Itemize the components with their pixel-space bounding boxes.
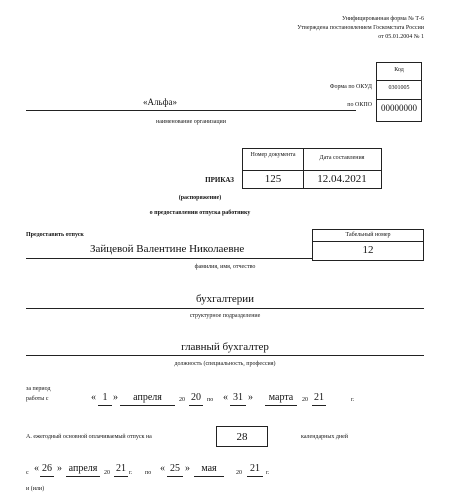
period-from-year-prefix: 20 <box>179 397 185 403</box>
period-label-2: работы с <box>26 396 49 402</box>
doc-number-header: Номер документа <box>250 152 296 158</box>
period-to-year-prefix: 20 <box>302 397 308 403</box>
period-year-suffix: г. <box>351 397 355 403</box>
annual-leave-label: А. ежегодный основной оплачиваемый отпуск на <box>26 434 152 440</box>
period-from-day: 1 <box>102 392 108 403</box>
position-caption: должность (специальность, профессия) <box>174 361 276 367</box>
department-caption: структурное подразделение <box>189 313 261 319</box>
order-purpose: о предоставлении отпуска работнику <box>149 210 251 216</box>
leave-to-year-prefix: 20 <box>236 470 242 476</box>
order-date: 12.04.2021 <box>317 173 367 185</box>
period-from-month-underline <box>120 405 175 406</box>
leave-from-year-underline <box>114 476 128 477</box>
order-subtitle: (распоряжение) <box>178 195 222 201</box>
code-header: Код <box>394 67 404 73</box>
tab-number-value: 12 <box>362 244 374 256</box>
leave-from-month: апреля <box>68 463 98 474</box>
department-underline <box>26 308 424 309</box>
period-from-quote-open: « <box>91 392 96 403</box>
leave-to-quote-open: « <box>160 463 165 474</box>
leave-from-year: 21 <box>116 463 126 474</box>
leave-days-value: 28 <box>236 431 248 443</box>
period-to-word: по <box>207 397 214 403</box>
period-label-1: за период <box>26 386 51 392</box>
tab-number-divider <box>313 241 423 242</box>
form-reference-line1: Унифицированная форма № Т-6 <box>341 16 424 22</box>
codes-divider-2 <box>377 99 421 100</box>
leave-from-year-prefix: 20 <box>104 470 110 476</box>
leave-to-day: 25 <box>170 463 180 474</box>
leave-from-day: 26 <box>42 463 52 474</box>
leave-to-month-underline <box>194 476 224 477</box>
period-from-year: 20 <box>191 392 201 403</box>
leave-from-quote-open: « <box>34 463 39 474</box>
period-from-quote-close: » <box>113 392 118 403</box>
period-from-month: апреля <box>133 392 162 403</box>
employee-name: Зайцевой Валентине Николаевне <box>90 243 245 255</box>
employee-name-underline <box>26 258 312 259</box>
order-title: ПРИКАЗ <box>205 176 234 184</box>
tab-number-table <box>312 229 424 261</box>
leave-to-day-underline <box>167 476 183 477</box>
leave-or-text: и (или) <box>26 486 45 492</box>
okud-value: 0301005 <box>388 85 410 91</box>
form-reference-line2: Утверждена постановлением Госкомстата России <box>297 25 424 31</box>
leave-from-quote-close: » <box>57 463 62 474</box>
period-to-year: 21 <box>314 392 324 403</box>
grant-leave-label: Предоставить отпуск <box>26 232 84 238</box>
leave-from-prefix: с <box>26 470 29 476</box>
period-to-year-underline <box>312 405 326 406</box>
order-number: 125 <box>264 173 282 185</box>
period-to-day-underline <box>230 405 246 406</box>
period-to-day: 31 <box>233 392 243 403</box>
employee-name-caption: фамилия, имя, отчество <box>194 264 256 270</box>
organization-underline <box>26 110 356 111</box>
form-reference-line3: от 05.01.2004 № 1 <box>378 34 424 40</box>
department-value: бухгалтерии <box>195 293 255 305</box>
period-to-quote-close: » <box>248 392 253 403</box>
okud-label: Форма по ОКУД <box>329 84 372 90</box>
okpo-value: 00000000 <box>381 103 417 113</box>
position-value: главный бухгалтер <box>181 341 269 353</box>
period-to-month: марта <box>268 392 294 403</box>
period-to-month-underline <box>265 405 297 406</box>
organization-name: «Альфа» <box>143 97 177 107</box>
leave-from-month-underline <box>66 476 100 477</box>
okpo-label: по ОКПО <box>347 102 372 108</box>
leave-to-year-underline <box>247 476 263 477</box>
leave-from-suffix: г. <box>129 470 133 476</box>
order-table-row-divider <box>243 170 381 171</box>
leave-days-suffix: календарных дней <box>301 434 349 440</box>
date-header: Дата составления <box>319 155 365 161</box>
leave-to-year: 21 <box>250 463 260 474</box>
leave-to-month: мая <box>201 463 217 474</box>
period-from-day-underline <box>98 405 112 406</box>
codes-table <box>376 62 422 122</box>
leave-year-suffix: г. <box>266 470 270 476</box>
period-from-year-underline <box>189 405 203 406</box>
order-table <box>242 148 382 189</box>
leave-to-quote-close: » <box>185 463 190 474</box>
leave-to-word: по <box>145 470 152 476</box>
organization-caption: наименование организации <box>156 119 226 125</box>
period-to-quote-open: « <box>223 392 228 403</box>
tab-number-header: Табельный номер <box>345 232 391 238</box>
codes-divider-1 <box>377 80 421 81</box>
leave-days-box <box>216 426 268 447</box>
leave-from-day-underline <box>40 476 54 477</box>
position-underline <box>26 355 424 356</box>
